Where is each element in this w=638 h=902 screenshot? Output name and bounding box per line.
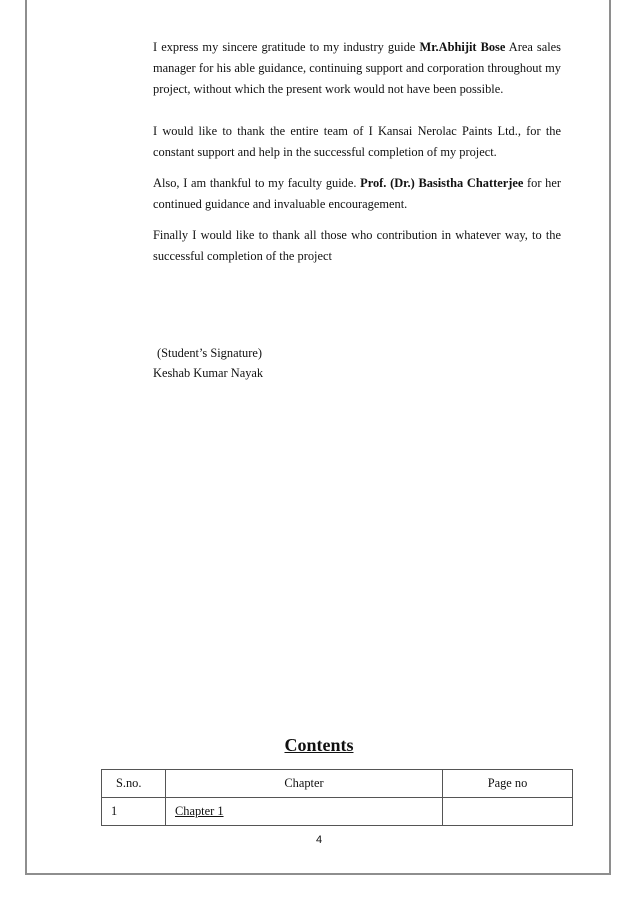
signature-label: (Student’s Signature) <box>157 346 262 360</box>
contents-table <box>101 769 573 826</box>
acknowledgement-paragraph-4 <box>153 225 561 267</box>
industry-guide-name: Mr.Abhijit Bose <box>419 40 506 54</box>
p4-text: Finally I would like to thank all those who contribution in whatever way, to the successful completion of the project <box>153 228 561 263</box>
header-sno: S.no. <box>102 770 166 798</box>
acknowledgement-paragraph-1 <box>153 37 561 99</box>
acknowledgement-paragraph-3 <box>153 173 561 215</box>
student-name: Keshab Kumar Nayak <box>153 365 264 380</box>
table-row <box>102 798 573 826</box>
header-page-no: Page no <box>443 770 573 798</box>
p2-text: I would like to thank the entire team of I Kansai Nerolac Paints Ltd., for the constant support and help in the successful completion of my project. <box>153 124 561 159</box>
p1-run-0: I express my sincere gratitude to my industry guide <box>153 40 420 54</box>
p3-run-0: Also, I am thankful to my faculty guide. <box>153 176 361 190</box>
chapter-1-link[interactable]: Chapter 1 <box>166 798 443 826</box>
faculty-guide-name: Prof. (Dr.) Basistha Chatterjee <box>360 176 524 190</box>
signature-block <box>153 344 263 383</box>
contents-header-row <box>102 770 573 798</box>
p3-run-2: for her continued guidance and invaluable encouragement. <box>153 176 561 211</box>
page-number: 4 <box>315 834 323 846</box>
p1-run-2: Area sales manager for his able guidance, continuing support and corporation throughout my project, without which the present work would not have been possible. <box>153 40 561 96</box>
row-page-no <box>443 798 573 826</box>
header-chapter: Chapter <box>166 770 443 798</box>
contents-title: Contents <box>284 735 354 755</box>
row-sno: 1 <box>102 798 166 826</box>
acknowledgement-paragraph-2 <box>153 121 561 163</box>
